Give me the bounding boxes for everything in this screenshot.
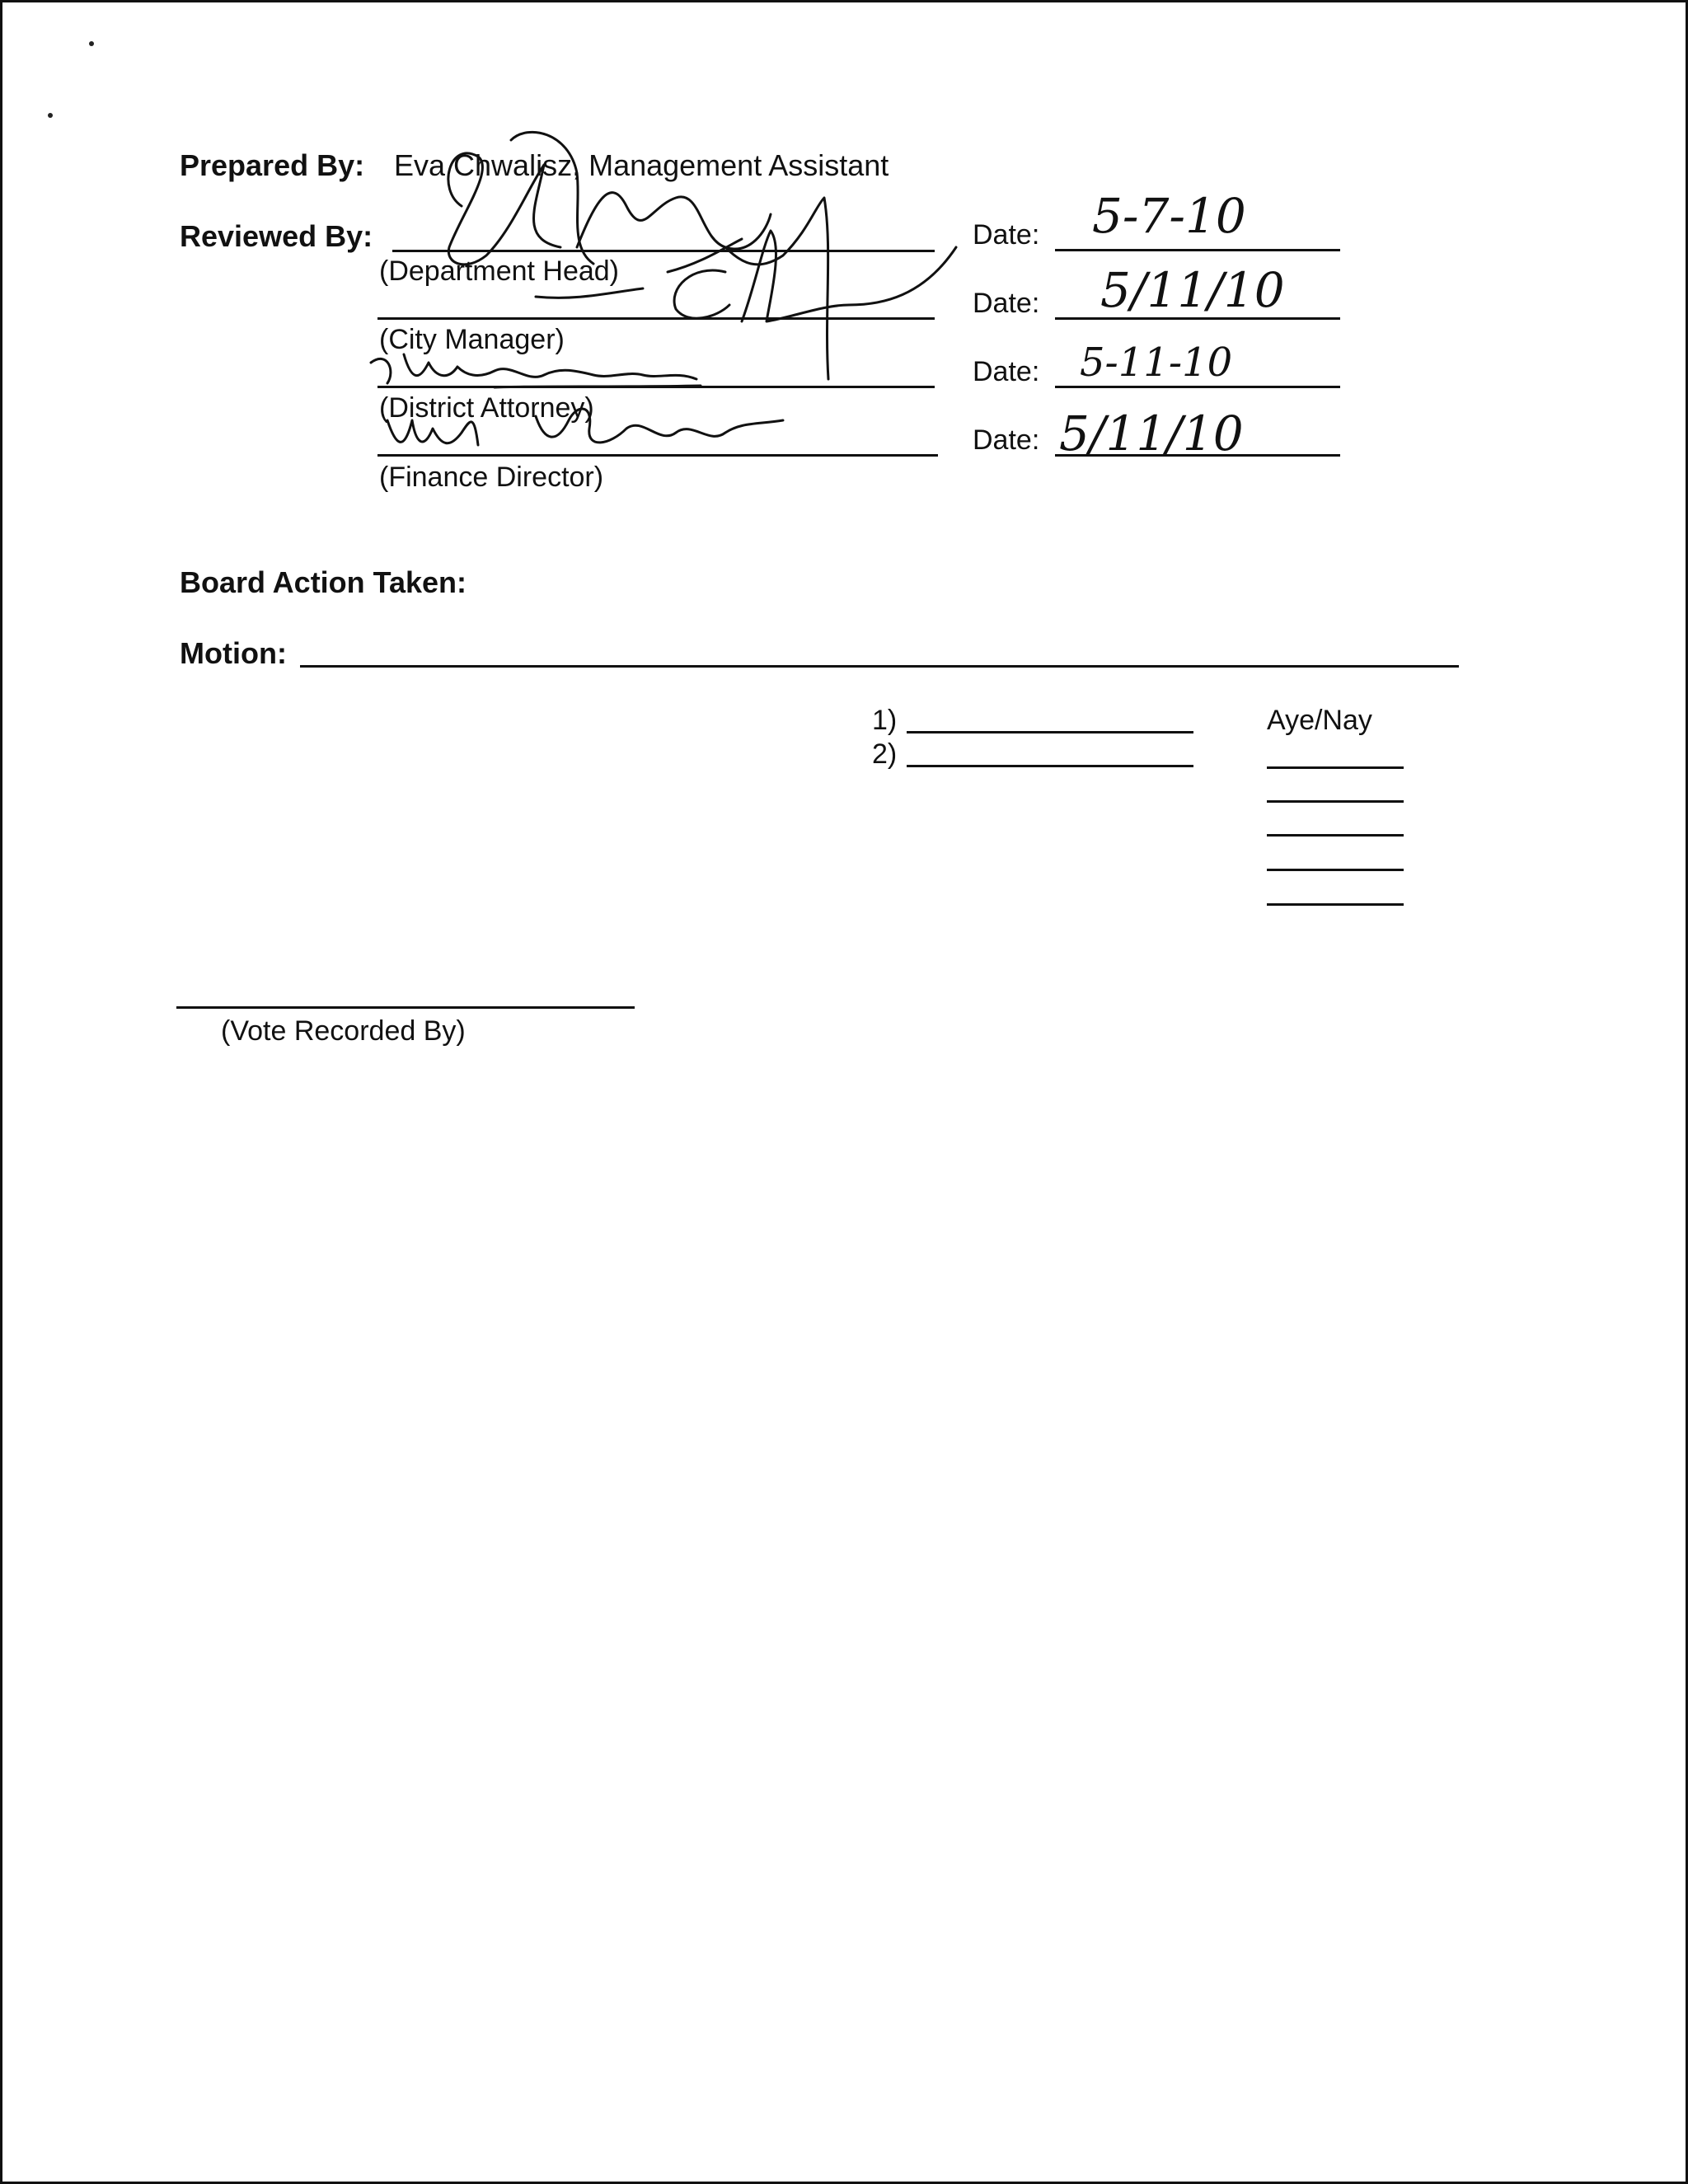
role-finance-director: (Finance Director) — [379, 462, 604, 493]
prepared-by-label: Prepared By: — [180, 148, 365, 182]
vote-recorded-label: (Vote Recorded By) — [221, 1015, 466, 1047]
handwritten-date-finance-director: 5/11/10 — [1059, 405, 1244, 462]
vote-line[interactable] — [1267, 869, 1404, 871]
handwritten-date-district-attorney: 5-11-10 — [1080, 340, 1233, 386]
role-city-manager: (City Manager) — [379, 324, 565, 355]
prepared-by-value: Eva Chwalisz, Management Assistant — [394, 148, 889, 182]
date-label-district-attorney: Date: — [973, 356, 1040, 387]
reviewed-by-label: Reviewed By: — [180, 219, 373, 253]
mover-1-label: 1) — [872, 705, 898, 736]
vote-line[interactable] — [1267, 903, 1404, 906]
vote-line[interactable] — [1267, 834, 1404, 837]
vote-line[interactable] — [1267, 800, 1404, 803]
date-label-department-head: Date: — [973, 219, 1040, 251]
handwritten-date-department-head: 5-7-10 — [1092, 188, 1246, 244]
motion-line[interactable] — [300, 665, 1459, 668]
role-department-head: (Department Head) — [379, 255, 620, 287]
role-district-attorney: (District Attorney) — [379, 392, 594, 424]
vote-recorded-line[interactable] — [176, 1006, 635, 1009]
date-label-city-manager: Date: — [973, 288, 1040, 319]
handwritten-date-city-manager: 5/11/10 — [1100, 262, 1285, 318]
mover-2-line[interactable] — [907, 765, 1193, 767]
date-label-finance-director: Date: — [973, 424, 1040, 456]
motion-label: Motion: — [180, 636, 287, 670]
aye-nay-header: Aye/Nay — [1267, 705, 1372, 736]
mover-1-line[interactable] — [907, 731, 1193, 733]
mover-2-label: 2) — [872, 738, 898, 770]
board-action-label: Board Action Taken: — [180, 565, 467, 599]
vote-line[interactable] — [1267, 766, 1404, 769]
